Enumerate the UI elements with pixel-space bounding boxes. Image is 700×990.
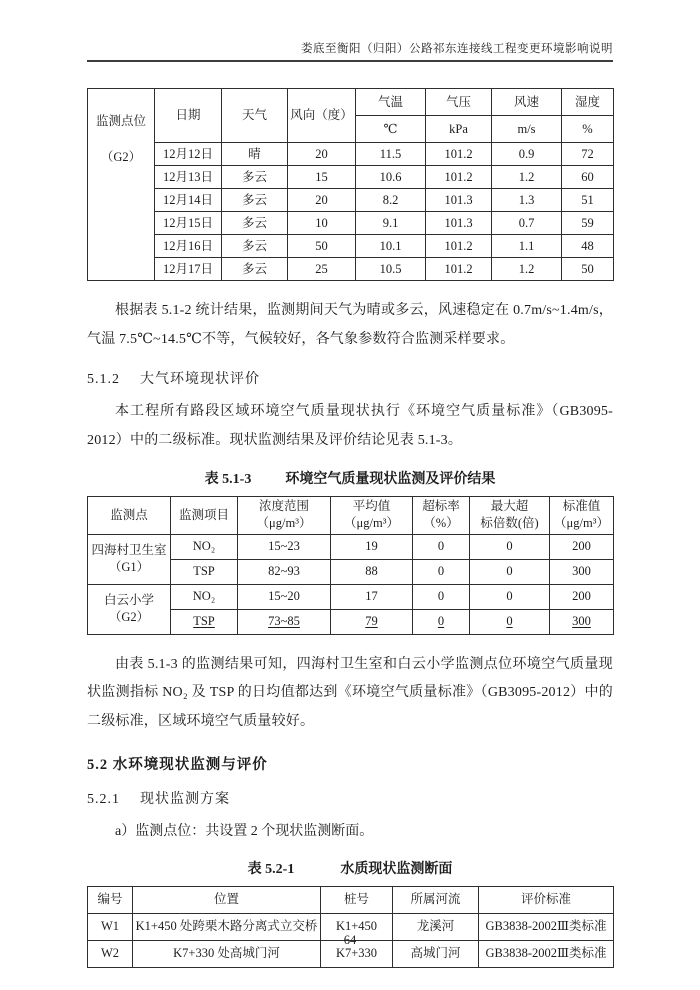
caption-label: 表 5.1-3 (204, 471, 252, 487)
col-header-pressure: 气压 (426, 89, 492, 116)
col-header-average (331, 496, 413, 534)
table-caption-5-1-3 (87, 468, 613, 488)
cell-pressure: 101.2 (426, 235, 492, 258)
cell-pressure: 101.2 (426, 166, 492, 189)
cell-range: 82~93 (238, 559, 331, 584)
weather-row (88, 212, 614, 235)
cell-wind-speed: 0.9 (492, 143, 562, 166)
cell-location: K1+450 处跨栗木路分离式立交桥 (133, 913, 321, 940)
col-header-wind-speed: 风速 (492, 89, 562, 116)
weather-row (88, 258, 614, 281)
weather-site-cell (88, 89, 155, 281)
cell-item: TSP (171, 559, 238, 584)
cell-wind-dir: 15 (288, 166, 356, 189)
table-caption-5-2-1 (87, 858, 613, 878)
cell-exceed-rate: 0 (413, 609, 470, 634)
col-header-wind-dir: 风向（度） (288, 89, 356, 143)
cell-item: NO₂ (171, 584, 238, 609)
cell-date: 12月15日 (155, 212, 222, 235)
cell-standard: 300 (550, 609, 614, 634)
cell-weather: 晴 (222, 143, 288, 166)
col-header-stake: 桩号 (321, 886, 393, 913)
cell-temp: 10.6 (356, 166, 426, 189)
cell-pressure: 101.3 (426, 212, 492, 235)
header-line: 超标率 (422, 499, 460, 514)
header-line: 平均值 (352, 499, 391, 514)
cell-date: 12月17日 (155, 258, 222, 281)
air-quality-table (87, 496, 614, 635)
cell-max-exceed: 0 (470, 609, 550, 634)
paragraph-water-points: a）监测点位：共设置 2 个现状监测断面。 (115, 823, 374, 839)
col-header-item: 监测项目 (171, 496, 238, 534)
cell-temp: 9.1 (356, 212, 426, 235)
unit-wind-speed: m/s (492, 116, 562, 143)
cell-pressure: 101.2 (426, 258, 492, 281)
caption-title: 水质现状监测断面 (340, 861, 453, 877)
header-line: （μg/m³） (344, 516, 399, 531)
cell-weather: 多云 (222, 258, 288, 281)
header-rule (87, 60, 613, 62)
cell-exceed-rate: 0 (413, 584, 470, 609)
weather-site-code: （G2） (100, 150, 142, 165)
weather-row (88, 143, 614, 166)
cell-site-g2: 白云小学（G2） (88, 584, 171, 634)
cell-standard: GB3838-2002Ⅲ类标准 (479, 913, 614, 940)
cell-weather: 多云 (222, 212, 288, 235)
cell-range: 15~20 (238, 584, 331, 609)
cell-weather: 多云 (222, 235, 288, 258)
cell-id: W2 (88, 940, 133, 967)
cell-wind-dir: 50 (288, 235, 356, 258)
weather-site-label: 监测点位 (95, 114, 146, 128)
cell-wind-dir: 10 (288, 212, 356, 235)
cell-range: 73~85 (238, 609, 331, 634)
weather-row (88, 189, 614, 212)
cell-pressure: 101.3 (426, 189, 492, 212)
cell-wind-speed: 1.2 (492, 166, 562, 189)
cell-temp: 11.5 (356, 143, 426, 166)
cell-standard: 200 (550, 584, 614, 609)
col-header-exceed-rate (413, 496, 470, 534)
cell-wind-dir: 20 (288, 143, 356, 166)
col-header-range (238, 496, 331, 534)
cell-wind-speed: 0.7 (492, 212, 562, 235)
cell-pressure: 101.2 (426, 143, 492, 166)
cell-humidity: 72 (562, 143, 614, 166)
water-header-row (88, 886, 614, 913)
cell-exceed-rate: 0 (413, 534, 470, 559)
cell-max-exceed: 0 (470, 559, 550, 584)
caption-label: 表 5.2-1 (247, 861, 295, 877)
cell-temp: 10.1 (356, 235, 426, 258)
col-header-standard (550, 496, 614, 534)
paragraph-air-conclusion: 由表 5.1-3 的监测结果可知，四海村卫生室和白云小学监测点位环境空气质量现状监测指标 NO₂ 及 TSP 的日均值都达到《环境空气质量标准》（GB3095-2012）中的二级标准，区域环境空气质量较好。 (87, 656, 613, 730)
paragraph-weather-summary: 根据表 5.1-2 统计结果，监测期间天气为晴或多云，风速稳定在 0.7m/s~1.4m/s，气温 7.5℃~14.5℃不等，气候较好，各气象参数符合监测采样要求。 (87, 303, 613, 347)
cell-river: 高城门河 (393, 940, 479, 967)
header-line: 浓度范围 (258, 499, 309, 514)
cell-temp: 10.5 (356, 258, 426, 281)
section-heading-5-2-1 (87, 788, 613, 808)
col-header-temp: 气温 (356, 89, 426, 116)
cell-humidity: 59 (562, 212, 614, 235)
col-header-max-exceed (470, 496, 550, 534)
cell-humidity: 60 (562, 166, 614, 189)
col-header-weather: 天气 (222, 89, 288, 143)
cell-location: K7+330 处高城门河 (133, 940, 321, 967)
section-title: 大气环境现状评价 (140, 372, 260, 388)
cell-max-exceed: 0 (470, 534, 550, 559)
weather-row (88, 235, 614, 258)
air-row (88, 584, 614, 609)
page-number: 64 (343, 933, 357, 947)
cell-average: 17 (331, 584, 413, 609)
cell-average: 19 (331, 534, 413, 559)
col-header-standard: 评价标准 (479, 886, 614, 913)
section-heading-5-1-2 (87, 368, 613, 388)
col-header-location: 位置 (133, 886, 321, 913)
unit-pressure: kPa (426, 116, 492, 143)
cell-date: 12月16日 (155, 235, 222, 258)
section-number: 5.1.2 (87, 372, 120, 388)
header-line: （%） (423, 516, 459, 531)
col-header-id: 编号 (88, 886, 133, 913)
cell-item: TSP (171, 609, 238, 634)
cell-humidity: 51 (562, 189, 614, 212)
cell-standard: 300 (550, 559, 614, 584)
cell-wind-dir: 25 (288, 258, 356, 281)
cell-average: 88 (331, 559, 413, 584)
col-header-humidity: 湿度 (562, 89, 614, 116)
cell-id: W1 (88, 913, 133, 940)
header-line: （μg/m³） (554, 516, 609, 531)
cell-river: 龙溪河 (393, 913, 479, 940)
cell-wind-speed: 1.3 (492, 189, 562, 212)
header-line: 标准值 (562, 499, 601, 514)
col-header-river: 所属河流 (393, 886, 479, 913)
cell-date: 12月12日 (155, 143, 222, 166)
paragraph-air-intro: 本工程所有路段区域环境空气质量现状执行《环境空气质量标准》（GB3095-2012）中的二级标准。现状监测结果及评价结论见表 5.1-3。 (87, 404, 613, 449)
cell-date: 12月13日 (155, 166, 222, 189)
cell-humidity: 48 (562, 235, 614, 258)
cell-wind-dir: 20 (288, 189, 356, 212)
header-line: （μg/m³） (256, 516, 312, 531)
cell-range: 15~23 (238, 534, 331, 559)
cell-stake: K7+330 (321, 940, 393, 967)
cell-exceed-rate: 0 (413, 559, 470, 584)
col-header-site: 监测点 (88, 496, 171, 534)
caption-title: 环境空气质量现状监测及评价结果 (285, 471, 496, 487)
cell-humidity: 50 (562, 258, 614, 281)
col-header-date: 日期 (155, 89, 222, 143)
section-heading-5-2: 5.2 水环境现状监测与评价 (87, 756, 268, 773)
cell-stake: K1+450 (321, 913, 393, 940)
cell-item: NO₂ (171, 534, 238, 559)
cell-wind-speed: 1.1 (492, 235, 562, 258)
running-header-title: 娄底至衡阳（归阳）公路祁东连接线工程变更环境影响说明 (301, 43, 613, 55)
header-line: 标倍数(倍) (480, 516, 539, 531)
cell-max-exceed: 0 (470, 584, 550, 609)
air-row (88, 534, 614, 559)
header-line: 最大超 (490, 499, 529, 514)
cell-standard: 200 (550, 534, 614, 559)
weather-observation-table (87, 88, 614, 281)
cell-weather: 多云 (222, 189, 288, 212)
cell-date: 12月14日 (155, 189, 222, 212)
weather-row (88, 166, 614, 189)
section-number: 5.2.1 (87, 791, 120, 807)
cell-temp: 8.2 (356, 189, 426, 212)
cell-site-g1: 四海村卫生室（G1） (88, 534, 171, 584)
cell-standard: GB3838-2002Ⅲ类标准 (479, 940, 614, 967)
section-title: 现状监测方案 (140, 791, 230, 807)
cell-wind-speed: 1.2 (492, 258, 562, 281)
cell-average: 79 (331, 609, 413, 634)
unit-temp: ℃ (356, 116, 426, 143)
unit-humidity: % (562, 116, 614, 143)
cell-weather: 多云 (222, 166, 288, 189)
water-section-table (87, 886, 614, 968)
